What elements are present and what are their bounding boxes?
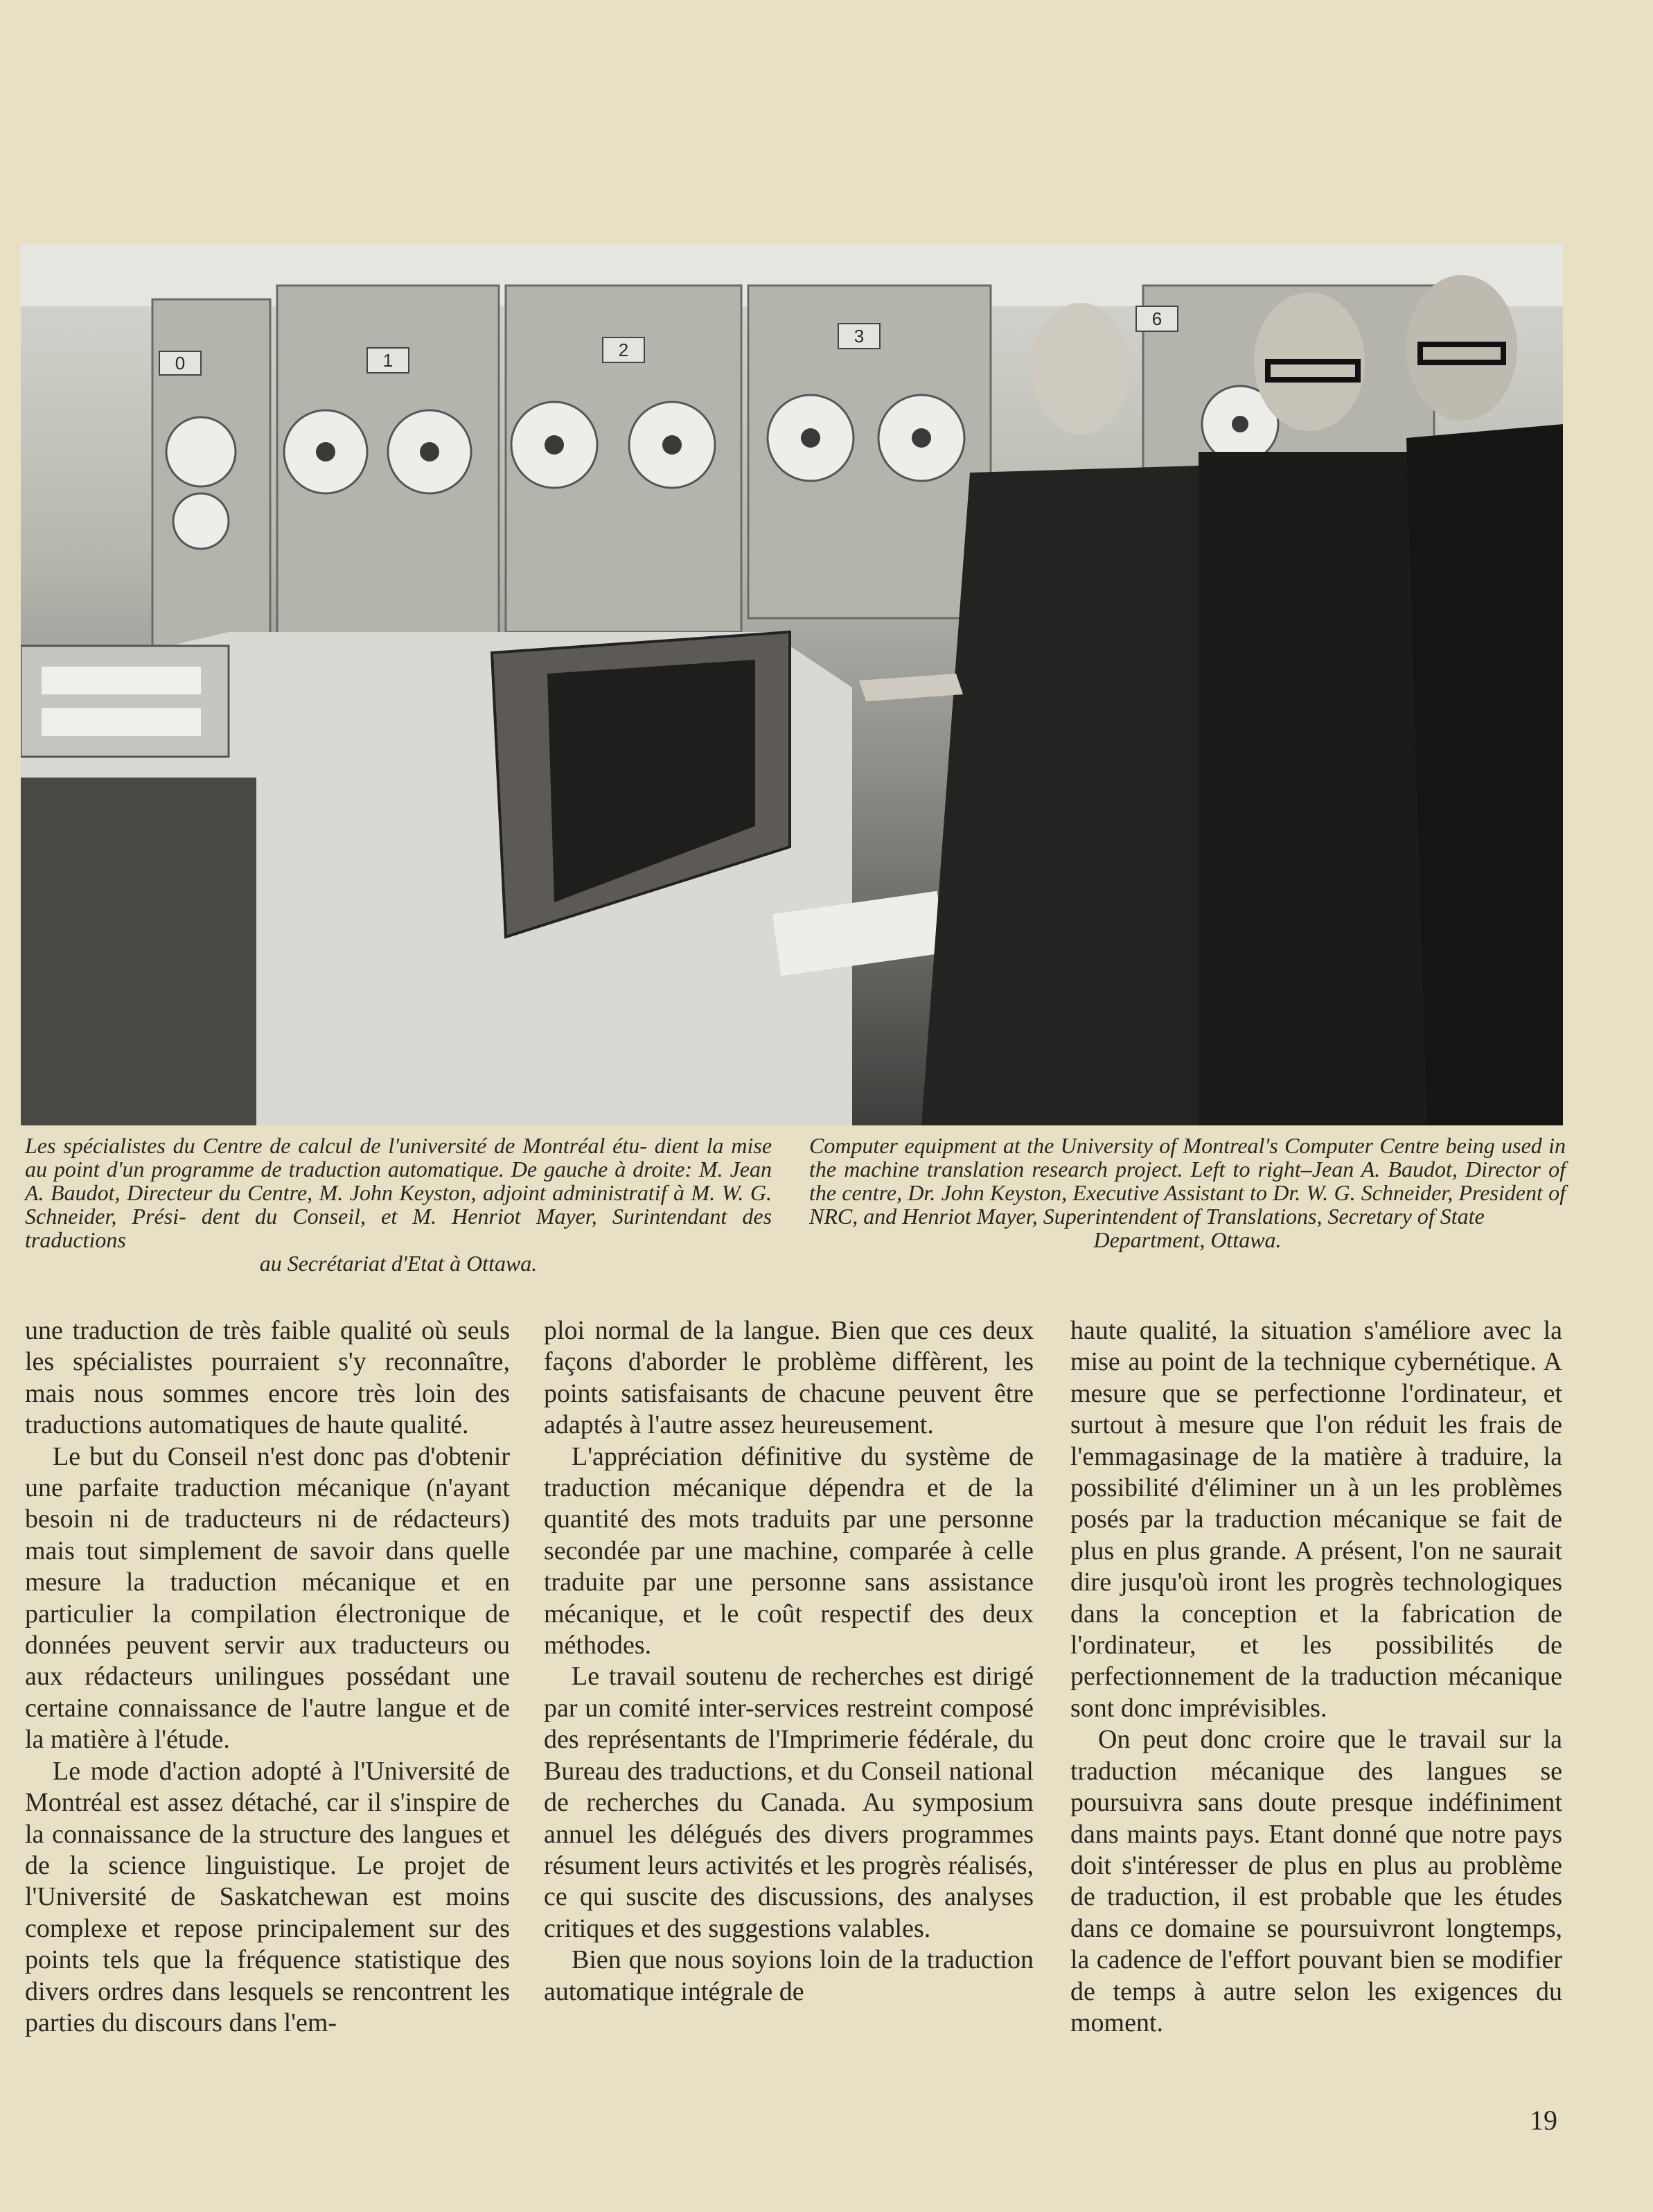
- caption-line: John Keyston, adjoint administratif à M. W. G. Schneider, Prési-: [25, 1180, 772, 1229]
- paragraph: une traduction de très faible qualité où seuls les spécialistes pourraient s'y reconnaître, mais nous sommes encore très loin des traductions automatiques de haute qualité.: [25, 1316, 510, 1440]
- caption-line: Les spécialistes du Centre de calcul de l'université de Montréal étu-: [25, 1133, 647, 1158]
- cabinet-label: 2: [618, 340, 629, 360]
- cabinet-label: 1: [382, 350, 394, 371]
- photograph: [21, 244, 1563, 1125]
- cabinet-label: 6: [1151, 308, 1163, 329]
- caption-line: De gauche à droite: M. Jean A. Baudot, Directeur du Centre, M.: [25, 1157, 772, 1205]
- caption-line: au Secrétariat d'Etat à Ottawa.: [259, 1251, 538, 1276]
- caption-line: dient la mise au point d'un programme de traduction automatique.: [25, 1133, 772, 1182]
- text-column-2: [544, 1315, 1034, 2008]
- text-column-1: [25, 1315, 510, 2039]
- paragraph: L'appréciation définitive du système de traduction mécanique dépendra et de la quantité des mots traduits par une personne secondée par une machine, comparée à celle traduite par une personne sans assistance mécanique, et le coût respectif des deux méthodes.: [544, 1441, 1034, 1660]
- paragraph: On peut donc croire que le travail sur la traduction mécanique des langues se poursuivra sans doute presque indéfiniment dans maints pays. Etant donné que notre pays doit s'intéresser de plus en plus au problème de traduction, il est probable que les études dans ce domaine se poursuivront longtemps, la cadence de l'effort pouvant bien se modifier de temps à autre selon les exigences du moment.: [1070, 1725, 1562, 2037]
- paragraph: ploi normal de la langue. Bien que ces deux façons d'aborder le problème diffèrent, les points satisfaisants de chacune peuvent être adaptés à l'autre assez heureusement.: [544, 1316, 1034, 1440]
- computer-room-photo: [21, 244, 1563, 1125]
- caption-line: dent du Conseil, et M. Henriot Mayer, Surintendant des traductions: [25, 1204, 772, 1252]
- paragraph: Bien que nous soyions loin de la traduction automatique intégrale de: [544, 1945, 1034, 2006]
- caption-line: to right–Jean A. Baudot, Director of the centre, Dr. John Keyston,: [809, 1157, 1566, 1205]
- caption-line: Centre being used in the machine translation research project. Left: [809, 1133, 1566, 1182]
- caption-line: Executive Assistant to Dr. W. G. Schneider, President of NRC, and: [809, 1180, 1566, 1229]
- paragraph: Le but du Conseil n'est donc pas d'obtenir une parfaite traduction mécanique (n'ayant besoin ni de traducteurs ni de rédacteurs) mais tout simplement de savoir dans quelle mesure la traduction mécanique et en particulier la compilation électronique de données peuvent servir aux traducteurs ou aux rédacteurs unilingues possédant une certaine connaissance de l'autre langue et de la matière à l'étude.: [25, 1441, 510, 1755]
- caption-french: [25, 1134, 772, 1275]
- caption-english: [809, 1134, 1566, 1252]
- caption-line: Computer equipment at the University of Montreal's Computer: [809, 1133, 1374, 1158]
- paragraph: Le mode d'action adopté à l'Université de Montréal est assez détaché, car il s'inspire de la connaissance de la structure des langues et de la science linguistique. Le projet de l'Université de Saskatchewan est moins complexe et repose principalement sur des points tels que la fréquence statistique des divers ordres dans lesquels se rencontrent les parties du discours dans l'em-: [25, 1756, 510, 2037]
- cabinet-label: 3: [854, 326, 865, 346]
- caption-line: Department, Ottawa.: [1093, 1227, 1282, 1252]
- paragraph: haute qualité, la situation s'améliore avec la mise au point de la technique cybernétique. A mesure que se perfectionne l'ordinateur, et surtout à mesure que l'on réduit les frais de l'emmagasinage de la matière à traduire, la possibilité d'éliminer un à un les problèmes posés par la traduction mécanique se fait de plus en plus grande. A présent, l'on ne saurait dire jusqu'où iront les progrès technologiques dans la conception et la fabrication de l'ordinateur, et les possibilités de perfectionnement de la traduction mécanique sont donc imprévisibles.: [1070, 1316, 1562, 1723]
- text-column-3: [1070, 1315, 1562, 2039]
- caption-line: Henriot Mayer, Superintendent of Translations, Secretary of State: [902, 1204, 1485, 1229]
- paragraph: Le travail soutenu de recherches est dirigé par un comité inter-services restreint composé des représentants de l'Imprimerie fédérale, du Bureau des traductions, et du Conseil national de recherches du Canada. Au symposium annuel les délégués des divers programmes résument leurs activités et les progrès réalisés, ce qui suscite des discussions, des analyses critiques et des suggestions valables.: [544, 1662, 1034, 1943]
- page-number: 19: [1530, 2105, 1557, 2136]
- cabinet-label: 0: [175, 353, 186, 374]
